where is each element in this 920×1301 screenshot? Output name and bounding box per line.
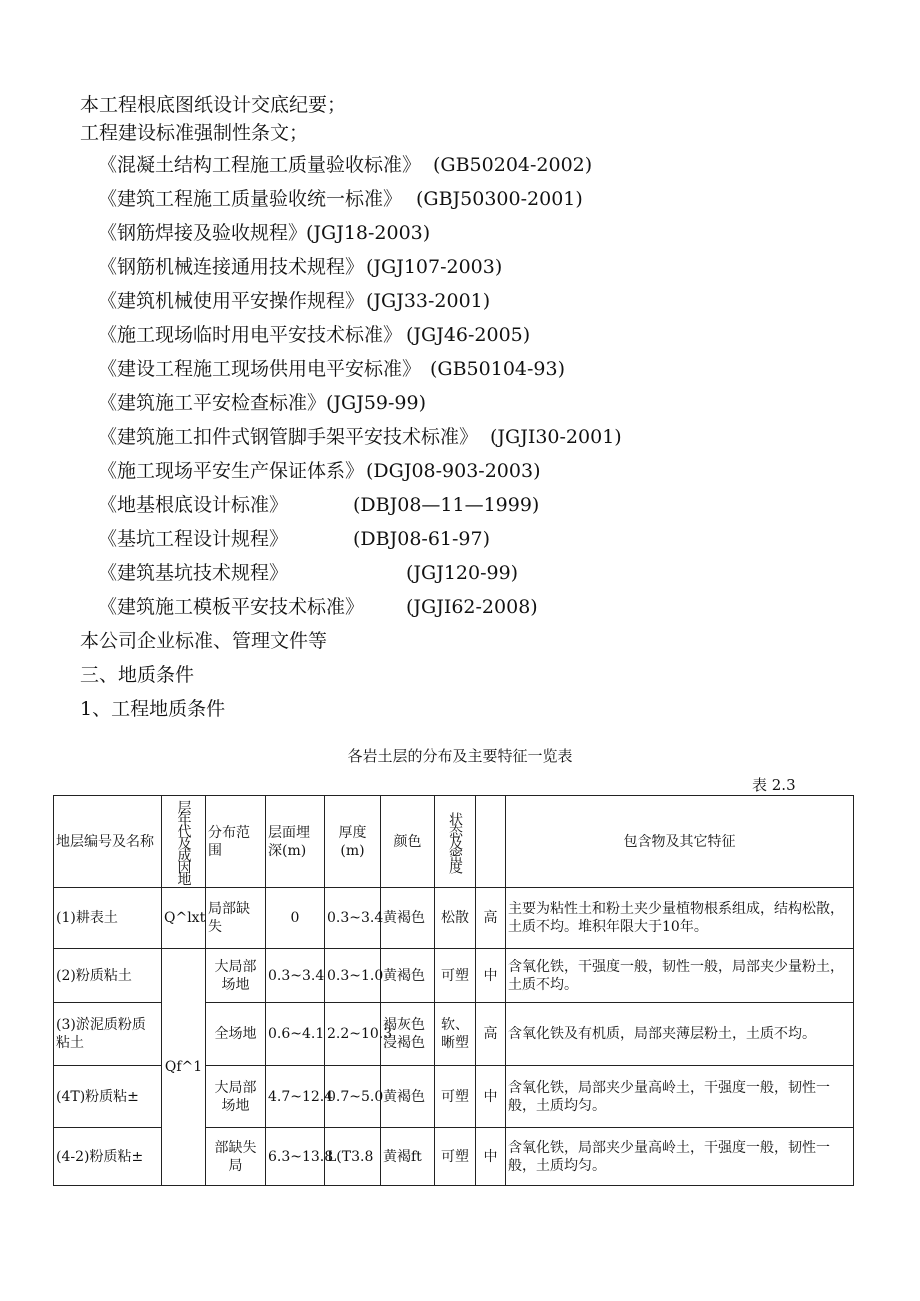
cell-age: Q^lxt — [162, 888, 206, 949]
header-cell: 状态及密度 — [435, 796, 476, 888]
standard-item — [98, 148, 593, 182]
standard-name: 《建筑施工扣件式钢管脚手架平安技术标准》 — [98, 426, 479, 448]
cell-depth: 6.3~13.8 — [266, 1128, 325, 1186]
cell-feature: 主要为粘性土和粉土夹少量植物根系组成，结构松散，土质不均。堆积年限大于10年。 — [506, 888, 854, 949]
cell-feature: 含氧化铁，干强度一般，韧性一般，局部夹少量粉土，土质不均。 — [506, 949, 854, 1003]
standard-code: (GBJ50300-2001) — [416, 188, 583, 210]
standard-item — [98, 284, 491, 318]
header-cell: 颜色 — [381, 796, 435, 888]
header-cell: 层年代及成因地 — [162, 796, 206, 888]
header-cell: 地层编号及名称 — [54, 796, 162, 888]
cell-thickness: 0.3~1.0 — [325, 949, 381, 1003]
cell-depth: 0.6~4.1 — [266, 1003, 325, 1066]
table-row — [54, 949, 854, 1003]
section-heading: 三、地质条件 — [80, 664, 195, 686]
cell-state: 软、晰塑 — [435, 1003, 476, 1066]
standard-code: (DGJ08-903-2003) — [366, 460, 541, 482]
closing-line: 本公司企业标准、管理文件等 — [80, 630, 328, 652]
cell-color: 黄褐色 — [381, 949, 435, 1003]
cell-feature: 含氧化铁及有机质，局部夹薄层粉土，土质不均。 — [506, 1003, 854, 1066]
cell-depth: 0 — [266, 888, 325, 949]
header-cell: 厚度(m) — [325, 796, 381, 888]
standard-item — [98, 318, 531, 352]
standard-item — [98, 352, 566, 386]
cell-thickness: L(T3.8 — [325, 1128, 381, 1186]
cell-color: 黄褐ft — [381, 1128, 435, 1186]
standard-name: 《混凝土结构工程施工质量验收标准》 — [98, 154, 422, 176]
cell-thickness: 2.2~10.3 — [325, 1003, 381, 1066]
table-number: 表 2.3 — [752, 776, 796, 794]
table-header-row — [54, 796, 854, 888]
standard-code: (JGJI30-2001) — [490, 426, 622, 448]
subsection-heading: 1、工程地质条件 — [80, 698, 226, 720]
standard-code: (JGJ18-2003) — [306, 222, 431, 244]
cell-density: 中 — [476, 1128, 506, 1186]
cell-color: 褐灰色浸褐色 — [381, 1003, 435, 1066]
standard-code: (DBJ08—11—1999) — [353, 494, 540, 516]
standard-code: (JGJ120-99) — [406, 562, 519, 584]
standard-code: (JGJ33-2001) — [366, 290, 491, 312]
standard-code: (JGJ107-2003) — [366, 256, 503, 278]
standard-code: (GB50104-93) — [430, 358, 566, 380]
cell-state: 松散 — [435, 888, 476, 949]
cell-density: 高 — [476, 888, 506, 949]
header-cell: 分布范围 — [206, 796, 266, 888]
intro-line-1: 本工程根底图纸设计交底纪要； — [80, 94, 347, 116]
cell-name: (3)淤泥质粉质粘土 — [54, 1003, 162, 1066]
cell-range: 大局部场地 — [206, 1066, 266, 1128]
standard-name: 《建筑施工模板平安技术标准》 — [98, 596, 365, 618]
standard-name: 《施工现场临时用电平安技术标准》 — [98, 324, 403, 346]
standard-name: 《钢筋焊接及验收规程》 — [98, 222, 308, 244]
standard-item — [98, 250, 503, 284]
cell-name: (4T)粉质粘± — [54, 1066, 162, 1128]
cell-feature: 含氧化铁，局部夹少量高岭土，干强度一般，韧性一般，土质均匀。 — [506, 1128, 854, 1186]
standard-item — [98, 556, 519, 590]
header-cell: 包含物及其它特征 — [506, 796, 854, 888]
standard-name: 《建筑工程施工质量验收统一标准》 — [98, 188, 403, 210]
cell-age: Qf^1 — [162, 949, 206, 1186]
standard-item — [98, 420, 622, 454]
header-cell — [476, 796, 506, 888]
cell-color: 黄褐色 — [381, 1066, 435, 1128]
cell-density: 高 — [476, 1003, 506, 1066]
standard-name: 《建筑机械使用平安操作规程》 — [98, 290, 365, 312]
standard-item — [98, 386, 427, 420]
cell-name: (2)粉质粘土 — [54, 949, 162, 1003]
cell-density: 中 — [476, 949, 506, 1003]
soil-layer-table — [53, 795, 854, 1186]
cell-depth: 0.3~3.4 — [266, 949, 325, 1003]
table-caption: 各岩土层的分布及主要特征一览表 — [347, 747, 573, 765]
cell-state: 可塑 — [435, 1128, 476, 1186]
cell-range: 大局部场地 — [206, 949, 266, 1003]
standard-item — [98, 590, 538, 624]
standard-name: 《施工现场平安生产保证体系》 — [98, 460, 365, 482]
standard-item — [98, 488, 540, 522]
standard-name: 《基坑工程设计规程》 — [98, 528, 289, 550]
standard-name: 《钢筋机械连接通用技术规程》 — [98, 256, 365, 278]
standard-name: 《建筑基坑技术规程》 — [98, 562, 289, 584]
cell-color: 黄褐色 — [381, 888, 435, 949]
cell-thickness: 0.3~3.4 — [325, 888, 381, 949]
standard-name: 《建筑施工平安检查标准》 — [98, 392, 327, 414]
cell-depth: 4.7~12.4 — [266, 1066, 325, 1128]
standard-item — [98, 454, 541, 488]
cell-density: 中 — [476, 1066, 506, 1128]
standard-code: (GB50204-2002) — [433, 154, 593, 176]
cell-range: 局部缺失 — [206, 888, 266, 949]
cell-feature: 含氧化铁，局部夹少量高岭土，干强度一般，韧性一般，土质均匀。 — [506, 1066, 854, 1128]
standard-name: 《建设工程施工现场供用电平安标准》 — [98, 358, 422, 380]
standard-item — [98, 182, 583, 216]
intro-line-2: 工程建设标准强制性条文； — [80, 122, 309, 144]
header-cell: 层面埋深(m) — [266, 796, 325, 888]
standard-name: 《地基根底设计标准》 — [98, 494, 289, 516]
cell-name: (1)耕表土 — [54, 888, 162, 949]
cell-state: 可塑 — [435, 949, 476, 1003]
cell-state: 可塑 — [435, 1066, 476, 1128]
cell-thickness: 0.7~5.0 — [325, 1066, 381, 1128]
standard-code: (JGJ59-99) — [326, 392, 427, 414]
standard-code: (JGJ46-2005) — [406, 324, 531, 346]
cell-name: (4-2)粉质粘± — [54, 1128, 162, 1186]
standard-code: (JGJI62-2008) — [406, 596, 538, 618]
table-row — [54, 888, 854, 949]
standard-item — [98, 522, 491, 556]
cell-range: 全场地 — [206, 1003, 266, 1066]
cell-range: 部缺失局 — [206, 1128, 266, 1186]
standard-item — [98, 216, 431, 250]
standard-code: (DBJ08-61-97) — [353, 528, 491, 550]
